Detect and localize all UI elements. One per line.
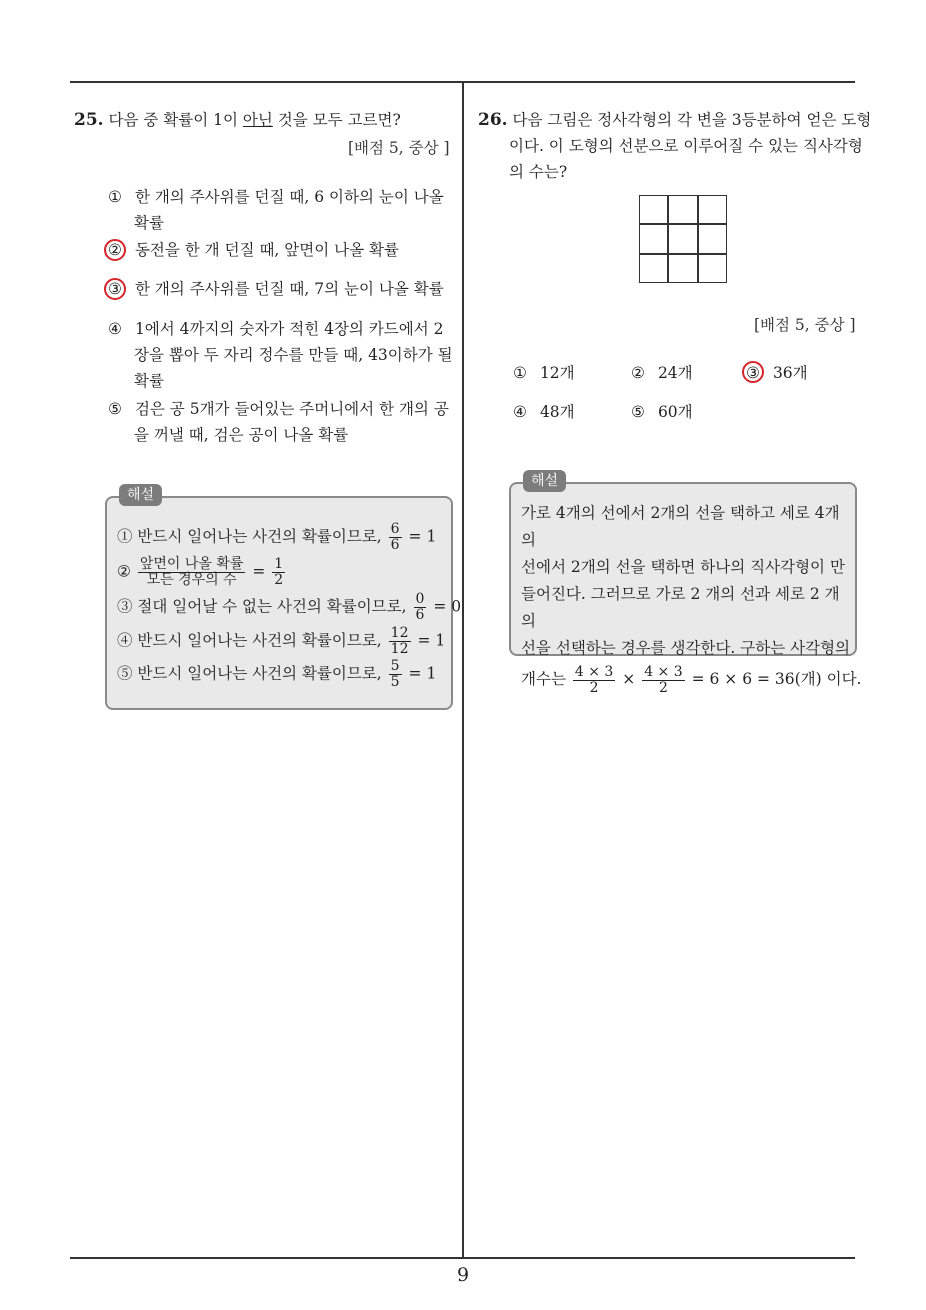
q26-option-5-text: 60개: [657, 403, 693, 421]
q26-option-3-mark: ③: [746, 364, 760, 382]
q26-option-2: [631, 360, 693, 386]
q25-sol5-eq: = 1: [408, 664, 437, 683]
q25-sol5-fraction: [389, 659, 402, 690]
grid-cell: [698, 224, 727, 253]
q26-prompt-line-2: 이다. 이 도형의 선분으로 이루어질 수 있는 직사각형: [509, 137, 863, 155]
q25-prompt-post: 것을 모두 고르면?: [272, 111, 401, 129]
q26-sol-line-3: 들어진다. 그러므로 가로 2 개의 선과 세로 2 개의: [521, 585, 840, 630]
q25-sol2-fraction: [138, 557, 246, 588]
q25-option-4-line3: 확률: [134, 372, 164, 390]
q26-option-1: [513, 360, 575, 386]
grid-cell: [668, 224, 697, 253]
q25-sol3-den: 6: [415, 607, 425, 623]
q25-option-2-mark: ②: [108, 241, 122, 259]
q25-option-4-mark: ④: [108, 320, 122, 338]
q25-prompt-pre: 다음 중 확률이 1이: [108, 111, 243, 129]
column-divider: [462, 82, 464, 1258]
q26-sol-f1-den: 2: [589, 679, 599, 696]
q25-solution-line-1: [117, 522, 436, 553]
q26-option-4-text: 48개: [539, 403, 575, 421]
q25-sol4-text: ④ 반드시 일어나는 사건의 확률이므로,: [117, 631, 382, 650]
grid-cell: [668, 254, 697, 283]
q26-option-5: [631, 399, 693, 425]
q25-option-5-mark: ⑤: [108, 400, 122, 418]
q26-option-3-text: 36개: [772, 364, 808, 382]
q26-sol-last-post: = 6 × 6 = 36(개) 이다.: [691, 670, 862, 688]
q26-sol-line-5: [521, 662, 862, 696]
answer-circle-q25-3: [104, 278, 126, 300]
q25-solution-line-3: [117, 592, 461, 623]
q25-sol5-num: 5: [390, 658, 400, 674]
grid-cell: [639, 195, 668, 224]
q25-sol2-rnum: 1: [274, 556, 284, 572]
grid-cell: [668, 195, 697, 224]
q25-sol5-text: ⑤ 반드시 일어나는 사건의 확률이므로,: [117, 664, 382, 683]
q25-sol2-result-fraction: [272, 557, 285, 588]
q26-option-4-mark: ④: [513, 403, 527, 421]
q25-sol2-eq: =: [252, 562, 266, 581]
q25-sol3-fraction: [414, 592, 427, 623]
q25-sol1-den: 6: [390, 537, 400, 553]
q26-option-1-mark: ①: [513, 364, 527, 382]
q25-sol2-rden: 2: [274, 572, 284, 588]
q25-prompt: [74, 108, 401, 130]
q25-meta: [배점 5, 중상 ]: [348, 139, 450, 157]
q25-sol3-num: 0: [415, 591, 425, 607]
q26-solution-text: [521, 500, 862, 696]
q25-option-3-mark: ③: [108, 280, 122, 298]
q25-prompt-underlined: 아닌: [242, 111, 273, 129]
q25-sol4-eq: = 1: [417, 631, 446, 650]
q25-sol2-mark: ②: [117, 562, 131, 581]
grid-cell: [698, 195, 727, 224]
q25-solution-line-2: [117, 557, 287, 588]
q26-option-4: [513, 399, 575, 425]
q26-meta: [배점 5, 중상 ]: [754, 316, 856, 334]
q25-sol4-fraction: [389, 626, 411, 657]
q25-sol4-num: 12: [390, 625, 409, 641]
grid-cell: [698, 254, 727, 283]
grid-cell: [639, 254, 668, 283]
q26-sol-f1-num: 4 × 3: [574, 663, 614, 680]
q26-sol-fraction-1: [573, 665, 615, 696]
q25-option-3-line1: 한 개의 주사위를 던질 때, 7의 눈이 나올 확률: [134, 280, 444, 298]
q25-option-4-line1: 1에서 4까지의 숫자가 적힌 4장의 카드에서 2: [134, 320, 444, 338]
q25-sol4-den: 12: [390, 641, 409, 657]
q26-sol-times: ×: [622, 670, 636, 688]
q25-sol2-num: 앞면이 나올 확률: [139, 556, 244, 572]
q26-sol-line-4: 선을 선택하는 경우를 생각한다. 구하는 사각형의: [521, 639, 851, 657]
q25-option-1-line2: 확률: [134, 214, 164, 232]
q26-option-1-text: 12개: [539, 364, 575, 382]
q26-sol-f2-den: 2: [658, 679, 668, 696]
answer-circle-q26-3: [742, 361, 764, 383]
q26-number: 26.: [478, 110, 508, 130]
q25-sol1-eq: = 1: [408, 527, 437, 546]
q26-prompt-text-1: 다음 그림은 정사각형의 각 변을 3등분하여 얻은 도형: [512, 111, 872, 129]
q25-sol2-den: 모든 경우의 수: [146, 572, 237, 588]
q26-sol-f2-num: 4 × 3: [644, 663, 683, 680]
q25-option-5: [108, 396, 449, 448]
q25-option-1: [108, 184, 444, 236]
q26-prompt-line-1: [478, 108, 871, 130]
q25-sol1-num: 6: [390, 521, 400, 537]
q25-option-2-line1: 동전을 한 개 던질 때, 앞면이 나올 확률: [134, 241, 399, 259]
q26-sol-line-2: 선에서 2개의 선을 택하면 하나의 직사각형이 만: [521, 558, 845, 576]
q25-solution-line-5: [117, 659, 436, 690]
q25-solution-line-4: [117, 626, 445, 657]
q25-solution-tab: 해설: [119, 484, 162, 506]
q26-option-2-mark: ②: [631, 364, 645, 382]
q25-sol1-fraction: [389, 522, 402, 553]
q26-option-5-mark: ⑤: [631, 403, 645, 421]
answer-circle-q25-2: [104, 239, 126, 261]
q25-option-2: [108, 237, 399, 263]
q25-sol1-text: ① 반드시 일어나는 사건의 확률이므로,: [117, 527, 382, 546]
q25-sol3-eq: = 0: [433, 597, 462, 616]
q26-prompt-line-3: 의 수는?: [509, 163, 568, 181]
q26-sol-last-pre: 개수는: [521, 670, 566, 688]
q26-sol-line-1: 가로 4개의 선에서 2개의 선을 택하고 세로 4개의: [521, 504, 840, 549]
three-by-three-grid-figure: [639, 195, 727, 283]
q25-option-4: [108, 316, 453, 394]
q25-option-1-mark: ①: [108, 188, 122, 206]
q25-option-4-line2: 장을 뽑아 두 자리 정수를 만들 때, 43이하가 될: [134, 346, 453, 364]
q25-option-5-line1: 검은 공 5개가 들어있는 주머니에서 한 개의 공: [134, 400, 449, 418]
q25-sol5-den: 5: [390, 674, 400, 690]
q25-number: 25.: [74, 110, 104, 130]
page-number: 9: [456, 1264, 470, 1286]
grid-cell: [639, 224, 668, 253]
q25-option-5-line2: 을 꺼낼 때, 검은 공이 나올 확률: [134, 426, 349, 444]
q25-option-1-line1: 한 개의 주사위를 던질 때, 6 이하의 눈이 나올: [134, 188, 444, 206]
q26-solution-tab: 해설: [523, 470, 566, 492]
q26-option-2-text: 24개: [657, 364, 693, 382]
q25-sol3-text: ③ 절대 일어날 수 없는 사건의 확률이므로,: [117, 597, 407, 616]
q26-sol-fraction-2: [642, 665, 684, 696]
q25-option-3: [108, 276, 444, 302]
bottom-rule: [70, 1257, 855, 1259]
